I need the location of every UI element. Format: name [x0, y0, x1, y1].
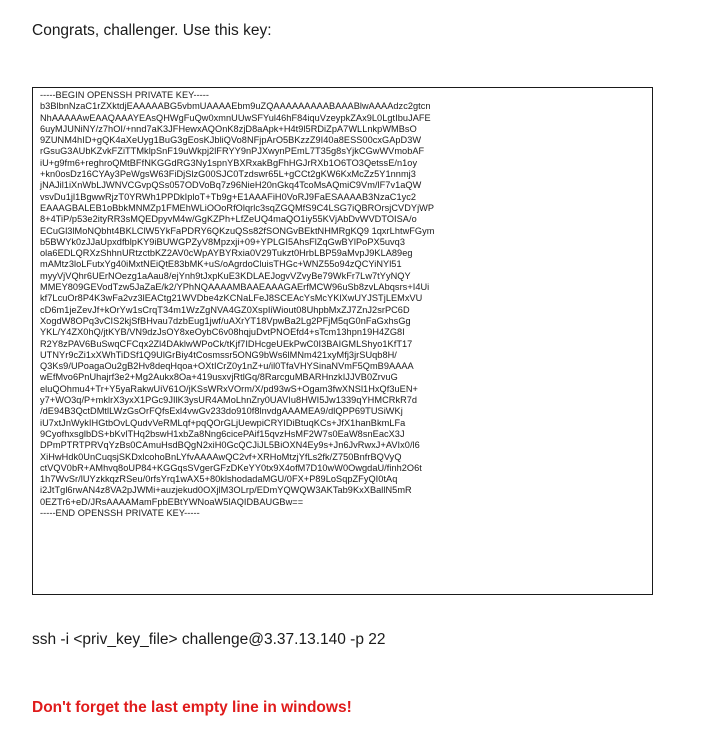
key-line: -----END OPENSSH PRIVATE KEY----- [40, 507, 200, 518]
key-line: DPmPTRTPRVqYzBs0CAmuHsdBQgN2xiH0GcQCJiJL5BiOXN4Ey9s+Jn6JvRwxJ+AVIx0/l6 [40, 440, 420, 451]
key-line: y7+WO3q/P+mklrX3yxX1PGc9JIlK3ysUR4AMoLhnZry0UAVIu8HWI5Jw1339qYHMCRkR7d [40, 395, 418, 406]
private-key-box [32, 87, 653, 595]
key-line: XogdW8OPq3vCIS2kjSfBHvau7dzbEug1jwf/uAXrYT18VpwBa2Lg2PFjM5qG0nFaGxhsGg [40, 315, 411, 326]
key-line: EAAAGBALEB1oBbkMNMZp1FMEhWLiOOoRfOlqrlc3sqZGQMfS9C4LSG7iQBROrsjCVDYjWP [40, 202, 435, 213]
key-line: ECuGl3lMoNQbht4BKLClW5YkFaPDRY6QKzuQSs82fSONGvBEktNHMRgKQ9 1qxrLhtwFGym [40, 225, 435, 236]
key-line: XiHwHdk0UnCuqsjSKDxlcohoBnLYfvAAAAwQC2vf+XRHoMtzjYfLs2fk/Z750BnfrBQVyQ [40, 451, 402, 462]
key-line: b3BlbnNzaC1rZXktdjEAAAAABG5vbmUAAAAEbm9uZQAAAAAAAAABAAABlwAAAAdzc2gtcn [40, 101, 431, 112]
key-line: R2Y8zPAV6BuSwqCFCqx2Zl4DAklwWPoCk/tKjf7IDHcgeUEkPwC0I3BAIGMLShyo1KfT17 [40, 338, 413, 349]
key-line: wEfMvo6PnUhajrf3e2+Mg2Aukx8Oa+419usxvjRtlGq/8RarcguMBARHnzkIJJVB0ZrvuG [40, 372, 398, 383]
key-line: 8+4TiP/p53e2ityRR3sMQEDpyvM4w/GgKZPh+LfZeUQ4maQO1iy55KVjAbDvWVDTOISA/o [40, 214, 417, 225]
key-line: /dE94B3QctDMtlLWzGsOrFQfsExl4vwGv233do910f8lnvdgAAAMEA9/dlQPP69TUSiWKj [40, 406, 403, 417]
key-line: 9ZUNM4hID+gQK4aXeUyg1BuG3gEosKJbliQVo8NFjpArO5BKzzZ9I40a8ESS00cxGApD3W [40, 135, 422, 146]
key-line: 6uyMJUNiNY/z7hOI/+nnd7aK3JFHewxAQOnK8zjD8aApk+H4t9l5RDiZpA7WLLnkpWMBsO [40, 123, 417, 134]
key-line: b5BWYk0zJJaUpxdfblpKY9iBUWGPZyV8Mpzxji+09+YPLGI5AhsFlZqGwBYlPoPX5uvq3 [40, 236, 405, 247]
key-line: NhAAAAAwEAAQAAAYEAsQHWgFuQw0xmnUUwSFYul46hF84iquVzeypkZAx9L0LgtIbuJAFE [40, 112, 431, 123]
key-line: YKL/Y4ZX0hQ/jtKYB/VN9dzJsOY8xeOybC6v08hqjuDvtPNOEfd4+sTcm13hpn19H4ZG8I [40, 327, 405, 338]
key-line: +kn0osDz16CYAy3PeWgsW63FiDjSlzG00SJC0Tzdswr65L+gCCt2gKW6KxMcZz5Y1nnmj3 [40, 169, 416, 180]
key-line: 0EZTr6+eD/JRsAAAAMamFpbEBtYWNoaW5lAQIDBAUGBw== [40, 496, 304, 507]
key-line: MMEY809GEVodTzw5JaZaE/k2/YPhNQAAAAMBAAEAAAGAErfMCW96uSb8zvLAbqsrs+I4Ui [40, 282, 430, 293]
key-line: ctVQV0bR+AMhvq8oUP84+KGGqsSVgerGFzDKeYY0tx9X4ofM7D10wW0OwgdaU/finh2O6t [40, 462, 422, 473]
intro-text: Congrats, challenger. Use this key: [32, 22, 272, 39]
key-line: rGsuG3AUbKZvkFZiTTMklpSnF19uWkpj2lFRYY9nPJXwynPEmL7T35g8sYjkCGwWVmobAF [40, 146, 425, 157]
key-line: iU7xtJnWykIHGtbOvLQudvVeRMLqf+pqQOrGLjUewpiCRYIDiBtuqKCs+JfX1hanBkmLFa [40, 417, 406, 428]
key-line: -----BEGIN OPENSSH PRIVATE KEY----- [40, 90, 210, 100]
key-line: iU+g9fm6+reghroQMtBFfNKGGdRG3Ny1spnYBXRxakBgFhHGJrRXb1O6TO3QetssE/n1oy [40, 157, 418, 168]
private-key-text [40, 90, 652, 519]
key-line: myyVjVQhr6UErNOezg1aAau8/ejYnh9tJxpKuE3KDLAEJogvVZvyBe79WkFr7Lw7tYyNQY [40, 270, 411, 281]
key-line: vsvDu1jl1BgwwRjzT0YRWh1PPDkIploT+Tb9g+E1AAAFiH0VoRJ9FaESAAAAB3NzaC1yc2 [40, 191, 417, 202]
key-line: jNAJil1iXnWbLJWNVCGvpQSs057ODVoBq7z96NieH20nGkq4TcoMsAQmiC9Vm/lF7v1aQW [40, 180, 422, 191]
key-line: 9CyofhxsglbDS+bKvlTHq2bswH1xbZa8Nng6cicePAif15qvzHsMF2W7s0EaW8snEacX3J [40, 428, 405, 439]
ssh-command: ssh -i <priv_key_file> challenge@3.37.13.140 -p 22 [32, 631, 386, 648]
key-line: i2JtTgl6rwAN4z8VA2pJWMi+auzjekud0OXjlM3OLrp/EDmYQWQW3AKTab9KxXBallN5mR [40, 485, 412, 496]
key-line: UTNYr9cZi1xXWhTiDSf1Q9UlGrBiy4tCosmssr5ONG9bWs6lMNm421xyMfj3jrSUqb8H/ [40, 349, 397, 360]
key-line: eluQOhmu4+Tr+Y5yaRakwUiV61O/jKSsWRxVOrm/X/pd93wS+Ogam3fwXNSl1HxQf3uEN+ [40, 383, 418, 394]
key-line: kf7LcuOr8P4K3wFa2vz3lEACtg21WVDbe4zKCNaLFeJ8SCEAcYsMcYKlXwUYJSTjLEMxVU [40, 293, 423, 304]
key-line: mAMtz3loLFutxYg40iMxtNEiQtE83bMK+uS/oAgrdoCluisTHGc+WNZ55o94zQCYiNYl51 [40, 259, 402, 270]
key-line: 1h7WvSr/lUYzkkqzRSeu/0rfsYrq1wAX5+80klshodadaMGU/0FX+P89LoSqpZFyQI0tAq [40, 474, 398, 485]
key-line: cD6m1jeZevJf+kOrYw1sCrqT34m1WzZgNVA4GZ0XspIiWiout08UhpbMxZJ7ZnJ2srPC6D [40, 304, 410, 315]
windows-warning: Don't forget the last empty line in windows! [32, 699, 352, 716]
key-line: ola6EDLQRXzShhnURtzctbKZ2AV0cWpAYBYRxia0V29Tukzt0HrbLBP59aMvpJ9KLA89eg [40, 248, 413, 259]
key-line: Q3Ks9/UPoagaOu2gB2Hv8deqHqoa+OXtICrZ0y1nZ+u/il0TfaVHYSinaNVmF5QmB9AAAA [40, 361, 414, 372]
